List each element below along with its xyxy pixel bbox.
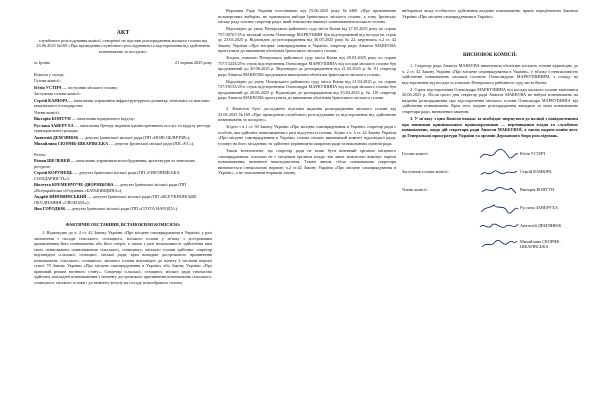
commission-composition <box>34 72 212 212</box>
conclusion-3: 3. У зв'язку з цим Комісія вважає за необхідне звернутися до поліції з повідомленням про вчинення кримінального правопорушення — перевищення влади та службових повноважень, щодо дій секретаря ради Анжели МАКЕЄВОЇ, а також надати копію акту до Генеральної прокуратури України та органів Державного бюро розслідувань. <box>402 116 578 138</box>
conclusion-intro: вибороном засад особистого здійснення владних повноважень, прямо передбачених Законом України «Про місцеве самоврядування в Україні». <box>402 8 578 19</box>
column-middle <box>218 8 396 394</box>
date: 21 червня 2025 року <box>174 60 212 66</box>
signature-icon <box>478 202 520 215</box>
member-entry: Вікторія КОНТУН — начальник юридичного відділу; <box>34 116 136 122</box>
signature-icon <box>478 238 520 251</box>
signature-icon <box>478 220 520 233</box>
head-label: Голова комісії: <box>34 78 61 84</box>
member-entry: Анатолій ДЕМ'ЯНЮК — депутат Ірпінської міської ради (ПП «НОВІ ОБЛИЧЧЯ»); <box>34 134 191 140</box>
signature-row <box>402 219 578 234</box>
deputy-label: Заступник голови комісії: <box>34 91 81 97</box>
column-right <box>402 8 578 394</box>
member-entry: Віолетта КРЕМЕНЧУЧЕ-ДВОРНІКОВА — депутат Ірпінської міської ради (ПП «Всеукраїнське об'єднання «БАТЬКІВЩИНА»); <box>34 182 186 193</box>
conclusion-2: 2. Строк відсторонення Олександра МАРКУШИНА від посади міського голови закінчився 20.06.2025 р. Після цього дня секретар ради Анжела МАКЕЄВА не набула повноважень на видання розпорядження про відсторонення міського голови Олександра МАРКУШИНА від здійснення повноважень. Крім того, видане розпорядження виходить за межі повноважень секретаря ради, визначених законом. <box>402 86 578 114</box>
signature-icon <box>478 166 520 179</box>
signature-name: Вікторія КОНТУН <box>520 187 555 193</box>
signature-name: Михайлина СКОРИК-ШКАРІВСЬКА <box>520 238 561 250</box>
member-entry: Андрій ЗИНОВИНСЬКИЙ — депутат Ірпінської міської ради (ПП «ВСЕУКРАЇНСЬКЕ ОБ'ЄДНАННЯ «СВОБОДА»); <box>34 194 197 205</box>
facts-heading: ФАКТИЧНІ ОБСТАВИНИ, ВСТАНОВЛЕНІ КОМІСІЄЮ: <box>65 221 181 227</box>
member-entry: Яна ГОРОДЮК — депутат Ірпінської міської ради (ПП «СЛУГА НАРОДУ»). <box>34 206 179 212</box>
facts-paragraph-5: Відповідно до указу Печерського районного суду міста Києва від 21.04.2025 р. по справі 757/18133/25-к строк відсторонення Олександра МАРКУШИНА від посади міського голови був продовжений до 20.06.2025 р. Відповідно до розпорядження від 23.04.2025 р. № 118 секретар ради Анжела МАКЕЄВА приступила до виконання обов'язків Ірпінського міського голови. <box>218 78 396 101</box>
act-subtitle: службового розслідування комісії, створеної на підставі розпорядження міського голови від 23.06.2025 №169 «Про проведення службового розслідування та відсторонення від здійснення повноважень за посадою» <box>36 37 210 54</box>
signature-row <box>402 147 578 162</box>
facts-paragraph-6: 2. Комісією було досліджено підстави видання розпорядження міського голови від 23.06.2025 №169 «Про проведення службового розслідування та відсторонення від здійснення повноважень за посадою». <box>218 106 396 123</box>
place-date-line <box>34 60 212 66</box>
act-title: АКТ <box>116 30 130 36</box>
signature-label: Члени комісії: <box>402 187 428 193</box>
signature-row <box>402 201 578 216</box>
conclusion-1: 1. Секретар ради Анжела МАКЕЄВА виконувала обов'язки міського голови відповідно до ч. 2 ст. 42 Закону України «Про місцеве самоврядування в Україні», у зв'язку з неможливістю здійснення повноважень міським головою Олександром МАРКУШИНИМ, з огляду на відсторонення від посади за ухвалою Печерського районного суду міста Києва. <box>402 63 578 85</box>
facts-paragraph-3: Відповідно до указу Печерського районного суду міста Києва від 27.05.2025 року по справі 757/36767/25-к міський голова Олександр МАРКУШИН був відсторонений від посади на строк до 23.03.2025 р. Відповідно до розпорядження від 30.05.2025 року № 22, керуючись ч.2 ст. 42 Закону України «Про місцеве самоврядування в Україні» секретар ради Анжела МАКЕЄВА приступила до виконання обов'язків Ірпінського міського голови. <box>218 26 396 54</box>
facts-paragraph-4: Згодом, ухвалою Печерського районного суду міста Києва від 29.03.2025 року по справі 757/13243/25-к строк відсторонення Олександра МАРКУШИНА від посади міського голови був продовжений до 20.06.2025 р. Відповідно до розпорядження від 21.03.2025 р. № 91 секретар ради Анжела МАКЕЄВА продовжила виконувати обов'язки Ірпінського міського голови. <box>218 55 396 77</box>
place: м. Ірпінь <box>34 60 51 66</box>
member-entry: Роман ШЕЛЕВЕЙ — начальник управління містобудування, архітектури та земельних ресурсів; <box>34 158 196 169</box>
member-entry: Сергій КАНЮРА — начальник управління інфраструктурного розвитку, земельної та житлово-комунальної господарства; <box>34 97 211 109</box>
signature-icon <box>478 184 520 197</box>
member-entry: Михайлина СКОРИК-ШКАРІВСЬКА — депутат Ірпінської міської ради (ПП «ЄС»); <box>34 141 195 147</box>
invited-label: Разом: <box>34 151 46 157</box>
signature-name: Анатолій ДЕМ'ЯНЮК <box>520 223 562 229</box>
signature-icon <box>478 148 520 161</box>
facts-paragraph-1: 1. Відповідно до ч. 2 ст. 42 Закону України «Про місцеве самоврядування в Україні» у разі звільнення з посади сільського, селищного, міського голови у зв'язку з достроковим припиненням його повноважень або його смерті, а також у разі неможливості здійснення ним своїх повноважень повноваження сільського, селищного, міського голови здійснює секретар відповідної сільської, селищної, міської ради, крім випадків дострокового припинення повноважень сільського, селищного, міського голови відповідно до пункту 2 частини першої статті 79 Закону України «Про місцеве самоврядування в Україні» або Закону України «Про правовий режим воєнного стану». Секретар сільської, селищної, міської ради тимчасово здійснює покладені повноваження з моменту дострокового припинення повноважень сільського, селищного, міського голови і до моменту вступу на посаду новообраного голови. <box>34 230 212 285</box>
signature-block <box>402 147 578 252</box>
signature-name: Руслана ЗАВЕРУХА <box>520 205 559 211</box>
facts-paragraph-7: Згідно з ч.1 ст. 50 Закону України «Про місцеве самоврядування в Україні» секретар ради є особою, яка здійснює повноваження у разі відсутності голови. Згідно з ч. 4 ст. 42 Закону України «Про місцеве самоврядування в Україні» голова очолює виконавчий комітет відповідної ради, головує на його засіданнях та здійснює керівництво апаратом ради та виконавчих органів ради. <box>218 124 396 146</box>
composition-heading: Комісія у складі: <box>34 71 65 77</box>
member-entry: Сергій КОРУНЕЦЬ — депутат Ірпінської міської ради (ПП «ЄВРОПЕЙСЬКА СОЛІДАРНІСТЬ»); <box>34 170 180 181</box>
column-left <box>34 8 212 394</box>
signature-row <box>402 237 578 252</box>
member-entry: Юлія УСТИЧ — заступник міського голови; <box>34 84 118 90</box>
signature-label: Заступник голови комісії: <box>402 169 449 175</box>
member-entry: Руслана ЗАВЕРУХА — начальник Центру надання адміністративних послуг та відділу реєстру територіальної громади; <box>34 122 211 134</box>
signature-label: Голова комісії: <box>402 151 429 157</box>
signature-row <box>402 165 578 180</box>
facts-paragraph-8: Також встановлено, що секретар ради не може бути визнаний органом місцевого самоврядування, оскільки не є місцевим органом влади; він лише тимчасово виконує окремі повноваження, визначені законодавством. Таким чином, обсяг повноважень секретаря визначається спеціальною нормою ч.2 ст.42 Закону України «Про місцеве самоврядування в Україні», а не загальними нормами закону. <box>218 148 396 176</box>
members-label: Члени комісії: <box>34 109 60 115</box>
signature-name: Юлія УСТИЧ <box>520 151 546 157</box>
signature-name: Сергій КАНЮРА <box>520 169 552 175</box>
facts-paragraph-2: Верховна Рада України постановою від 15.06.2025 року №4469 «Про призначення позачергових виборів» не призначала вибори Ірпінського міського голови, а тому Ірпінську міську раду очолює секретар ради, який тимчасово виконує повноваження міського голови. <box>218 8 396 24</box>
conclusions-heading: ВИСНОВОК КОМІСІЇ: <box>463 53 517 58</box>
signature-row <box>402 183 578 198</box>
